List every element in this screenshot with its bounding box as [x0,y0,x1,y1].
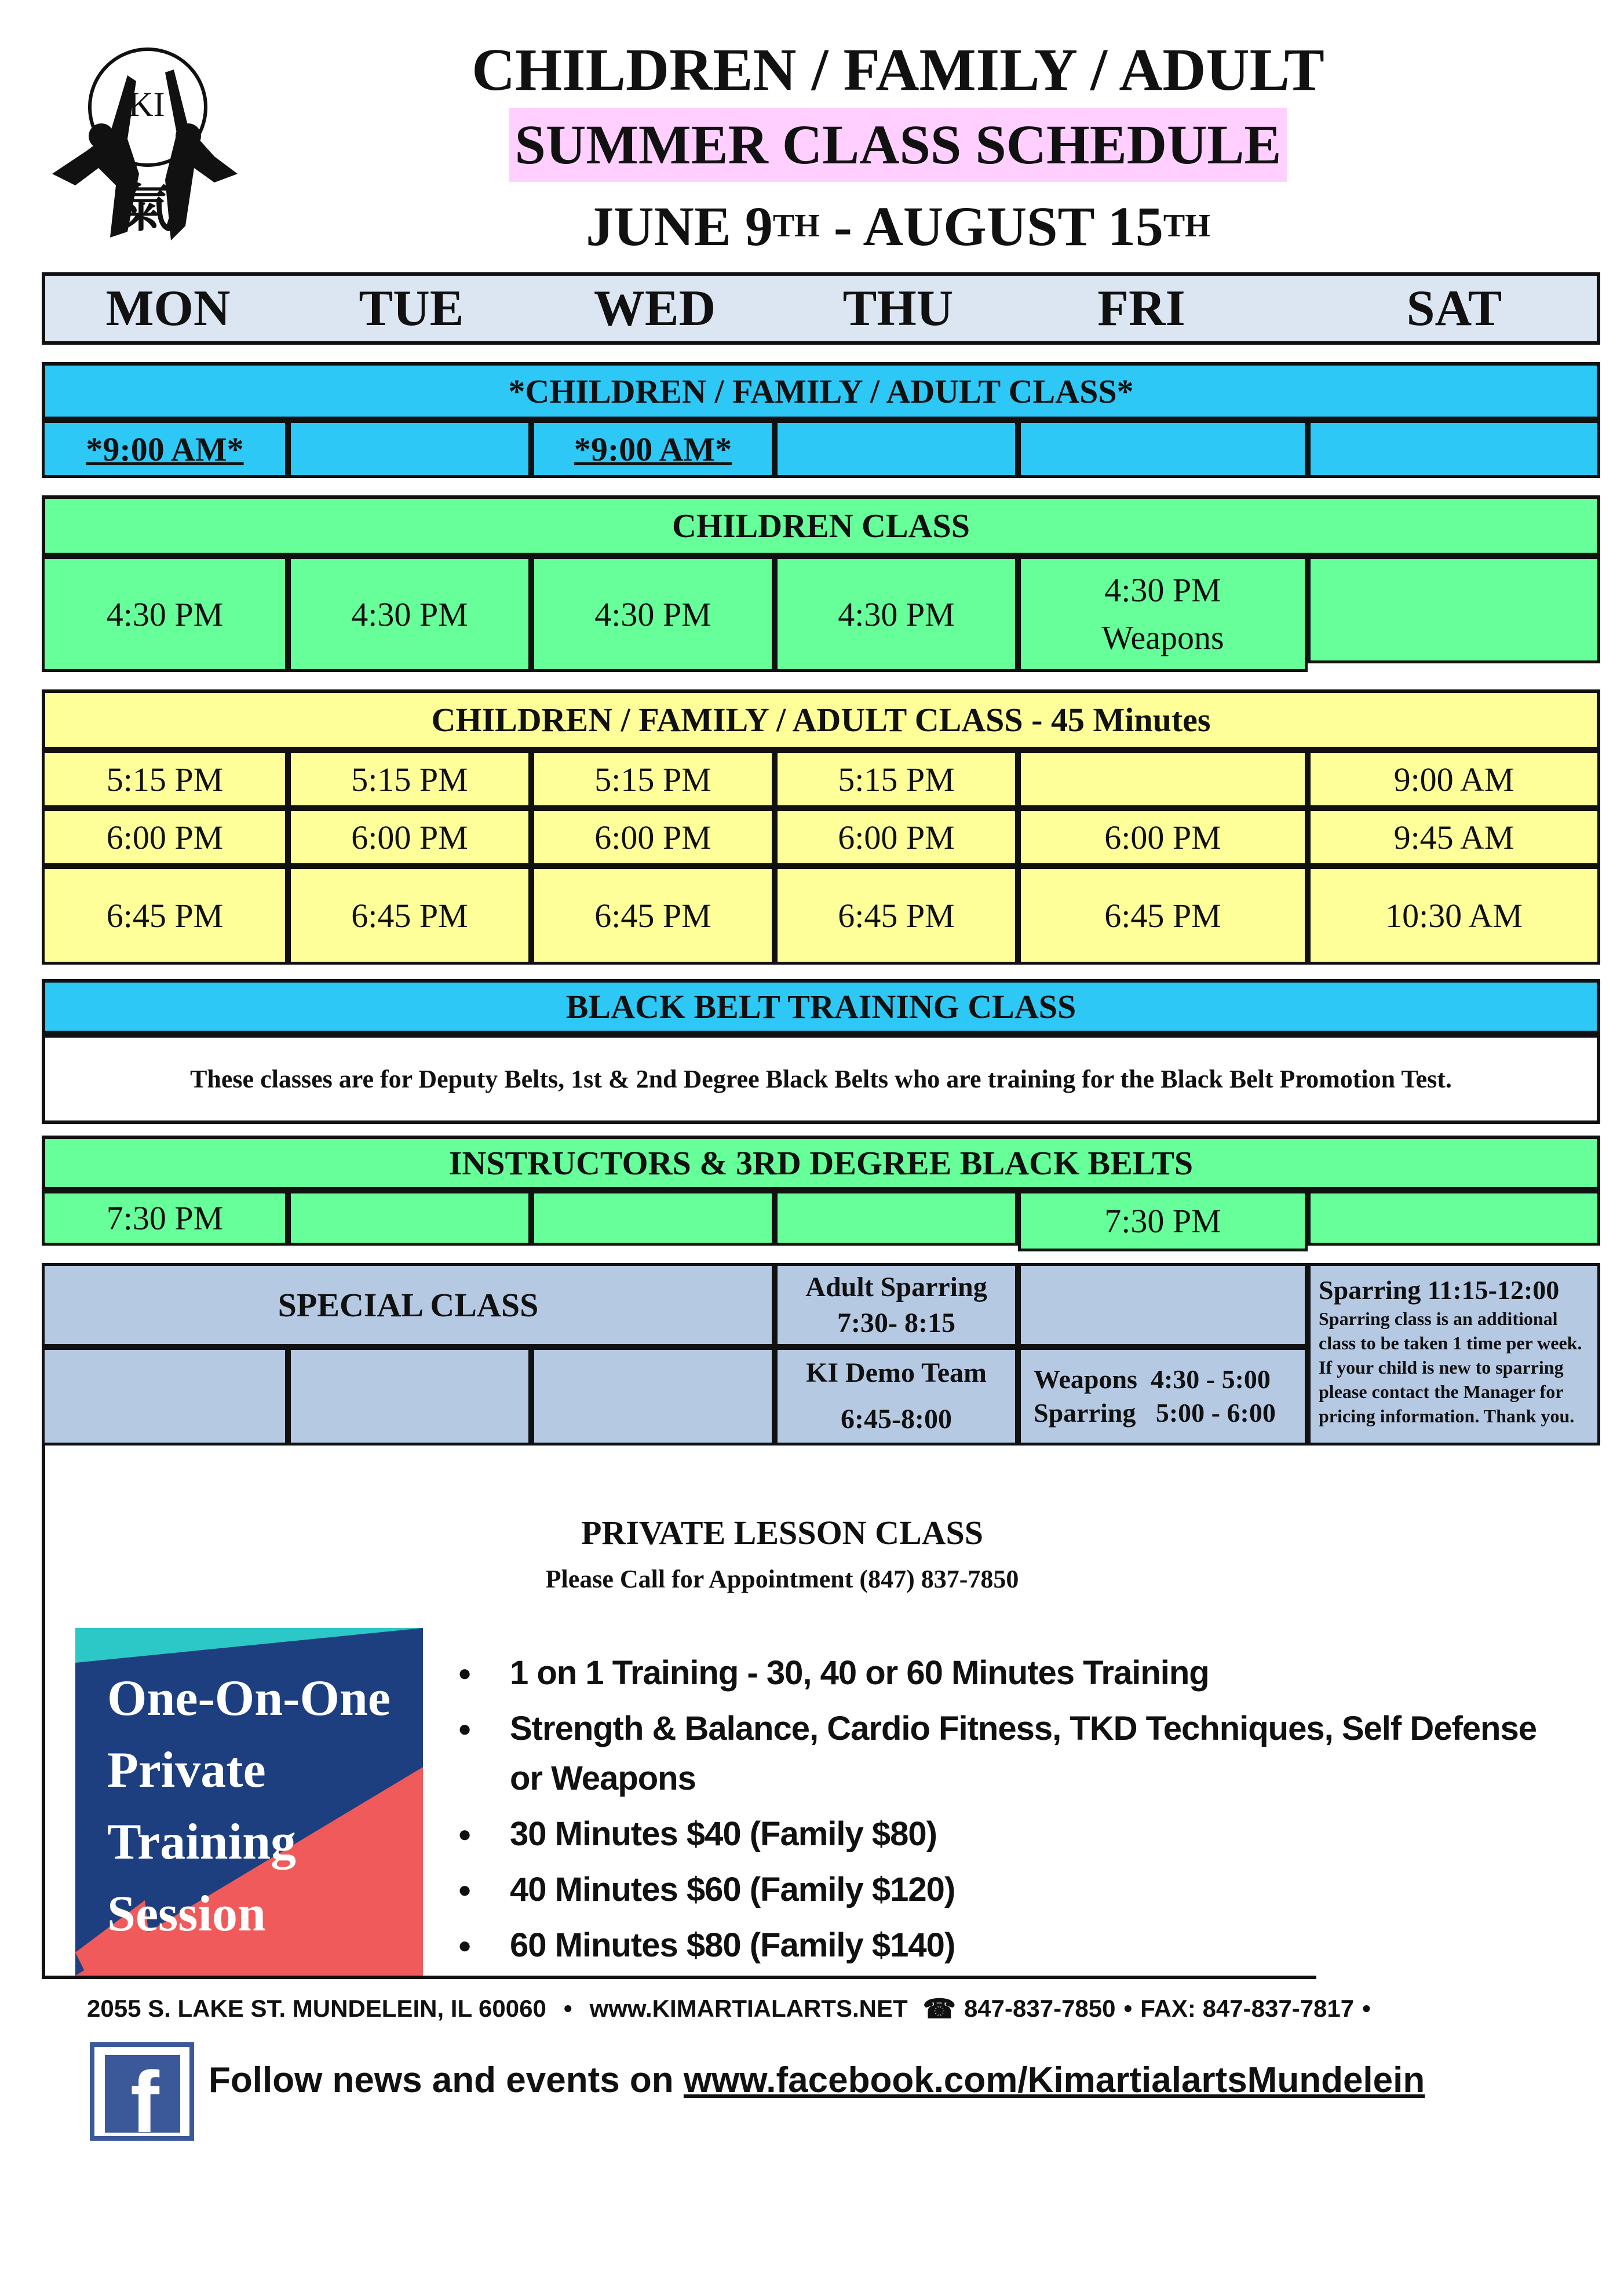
private-training-promo [75,1628,423,1976]
facebook-link[interactable]: www.facebook.com/KimartialartsMundelein [683,2060,1425,2100]
private-lesson-subtitle: Please Call for Appointment (847) 837-7850 [545,1564,1019,1593]
cfa45-r2-tue: 6:00 PM [288,808,531,866]
special-class-title: SPECIAL CLASS [42,1263,775,1347]
fri-weapons-sparring-cell [1018,1347,1308,1446]
instructors-wed [531,1191,775,1246]
facebook-follow [209,2051,1599,2109]
children-class-thu: 4:30 PM [775,556,1018,672]
private-bullet-list [458,1648,1559,1970]
phone-icon: ☎ [922,1994,956,2024]
cfa45-r2-fri: 6:00 PM [1018,808,1308,866]
title-line2-wrap [290,104,1506,185]
sat-sparring-title: Sparring 11:15-12:00 [1319,1275,1560,1305]
family-time-mon: *9:00 AM* [86,430,244,468]
footer-sep-3: • [1362,1995,1371,2022]
adult-sparring-time: 7:30- 8:15 [837,1307,955,1338]
cfa45-r2-thu: 6:00 PM [775,808,1018,866]
logo-ki-char: 氣 [120,178,172,239]
family-class-tue [288,420,531,478]
bullet-40min: ● 40 Minutes $60 (Family $120) [458,1865,1559,1915]
promo-text: One-On-One Private Training Session [107,1670,391,1942]
special-fri-top [1018,1263,1308,1347]
special-mon-bottom [42,1347,288,1446]
footer-sep-2: • [1123,1995,1133,2022]
family-class-wed [531,420,775,478]
footer-address: 2055 S. LAKE ST. MUNDELEIN, IL 60060 [87,1995,546,2022]
cfa45-r1-fri [1018,750,1308,808]
cfa45-r3-fri: 6:45 PM [1018,866,1308,965]
adult-sparring-cell [775,1263,1018,1347]
fri-sparring: Sparring 5:00 - 6:00 [1034,1398,1276,1428]
cfa45-r1-mon: 5:15 PM [42,750,288,808]
footer-contact [87,1988,1570,2029]
cfa45-r1-wed: 5:15 PM [531,750,775,808]
date-start: JUNE 9 [586,195,773,257]
children-class-tue: 4:30 PM [288,556,531,672]
logo-ki-text: KI [128,85,165,123]
family-class-mon [42,420,288,478]
children-class-fri [1018,556,1308,672]
day-wed: WED [593,280,716,337]
bullet-techniques: ● Strength & Balance, Cardio Fitness, TKD Techniques, Self Defense or Weapons [458,1704,1559,1804]
cfa45-r2-wed: 6:00 PM [531,808,775,866]
date-start-sup: TH [772,208,820,244]
sat-sparring-cell [1308,1263,1600,1446]
cfa45-header: CHILDREN / FAMILY / ADULT CLASS - 45 Minutes [42,689,1600,750]
special-wed-bottom [531,1347,775,1446]
children-class-wed: 4:30 PM [531,556,775,672]
family-class-fri [1018,420,1308,478]
footer-phone: 847-837-7850 [964,1995,1116,2022]
cfa45-r1-tue: 5:15 PM [288,750,531,808]
sat-sparring-note: Sparring class is an additional class to be taken 1 time per week. If your child is new to sparring please contact the Manager for pricing information. Thank you. [1319,1308,1582,1426]
date-range [290,185,1506,267]
family-time-wed: *9:00 AM* [574,430,732,468]
cfa45-r3-tue: 6:45 PM [288,866,531,965]
day-sat: SAT [1406,280,1502,337]
fri-weapons: Weapons 4:30 - 5:00 [1034,1364,1271,1394]
cfa45-r1-thu: 5:15 PM [775,750,1018,808]
instructors-sat [1308,1191,1600,1246]
logo [41,41,249,267]
cfa45-r1-sat: 9:00 AM [1308,750,1600,808]
cfa45-r3-mon: 6:45 PM [42,866,288,965]
children-fri-time: 4:30 PM [1104,571,1221,609]
instructors-thu [775,1191,1018,1246]
instructors-fri: 7:30 PM [1018,1191,1308,1251]
footer-sep-1: • [563,1995,572,2022]
facebook-prefix: Follow news and events on [209,2060,684,2100]
footer-fax: FAX: 847-837-7817 [1140,1995,1355,2022]
bullet-60min: ● 60 Minutes $80 (Family $140) [458,1921,1559,1970]
instructors-mon: 7:30 PM [42,1191,288,1246]
instructors-header: INSTRUCTORS & 3RD DEGREE BLACK BELTS [42,1136,1600,1191]
facebook-icon[interactable] [90,2042,194,2151]
private-lesson-title: PRIVATE LESSON CLASS [581,1513,984,1552]
bullet-training: ● 1 on 1 Training - 30, 40 or 60 Minutes Training [458,1648,1559,1698]
private-bullets [458,1648,1559,1976]
black-belt-note: These classes are for Deputy Belts, 1st & 2nd Degree Black Belts who are training for the Black Belt Promotion Test. [42,1034,1600,1124]
family-class-header: *CHILDREN / FAMILY / ADULT CLASS* [42,362,1600,420]
children-class-mon: 4:30 PM [42,556,288,672]
children-class-sat [1308,556,1600,663]
bullet-30min: ● 30 Minutes $40 (Family $80) [458,1809,1559,1859]
adult-sparring-label: Adult Sparring [805,1271,987,1302]
demo-team-cell [775,1347,1018,1446]
family-class-sat [1308,420,1600,478]
facebook-letter: f [130,2053,159,2151]
family-class-thu [775,420,1018,478]
black-belt-header: BLACK BELT TRAINING CLASS [42,979,1600,1034]
children-fri-note: Weapons [1101,619,1224,656]
title-line1: CHILDREN / FAMILY / ADULT [472,36,1324,103]
demo-team-time: 6:45-8:00 [841,1404,952,1434]
left-rule [42,1446,45,1979]
title-line2: SUMMER CLASS SCHEDULE [509,108,1287,182]
cfa45-r2-sat: 9:45 AM [1308,808,1600,866]
cfa45-r2-mon: 6:00 PM [42,808,288,866]
date-end-sup: TH [1163,208,1210,244]
cfa45-r3-thu: 6:45 PM [775,866,1018,965]
day-tue: TUE [359,280,464,337]
day-fri: FRI [1097,280,1185,337]
cfa45-r3-sat: 10:30 AM [1308,866,1600,965]
footer-website[interactable]: www.KIMARTIALARTS.NET [589,1995,908,2022]
facebook-icon-inner [105,2053,180,2151]
cfa45-r3-wed: 6:45 PM [531,866,775,965]
demo-team-label: KI Demo Team [806,1357,987,1388]
children-class-header: CHILDREN CLASS [42,495,1600,556]
instructors-tue [288,1191,531,1246]
day-thu: THU [842,280,954,337]
special-tue-bottom [288,1347,531,1446]
date-sep: - AUGUST 15 [819,195,1163,257]
day-mon: MON [105,280,231,337]
